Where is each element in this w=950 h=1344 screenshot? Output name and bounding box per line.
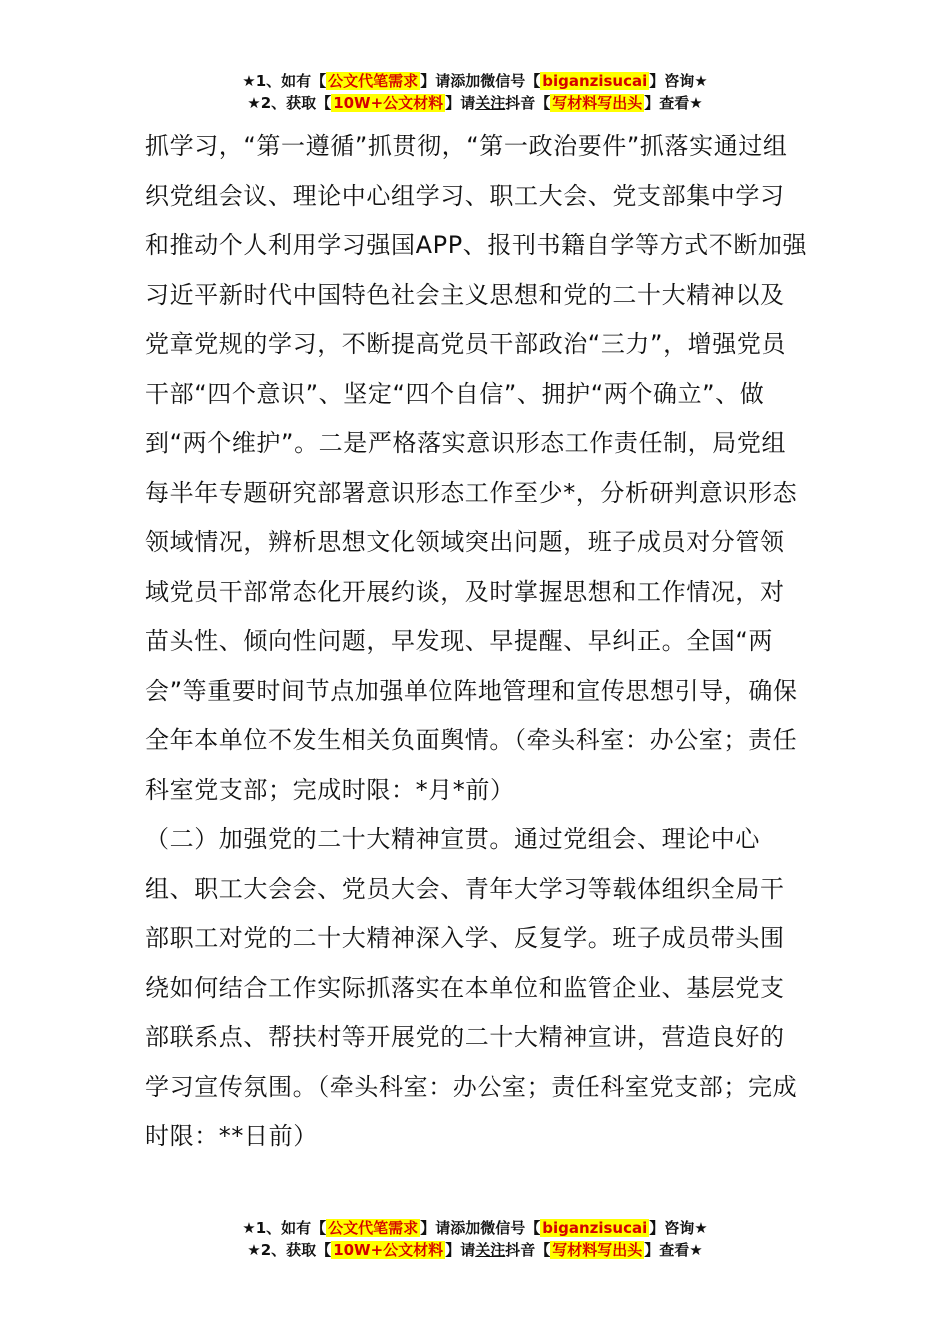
footer-line-2 [0,1239,950,1261]
header-text: 】咨询★ [649,72,708,90]
footer-text: 】查看★ [644,1241,703,1259]
header-text: 】请 [445,94,476,112]
header-line-2 [0,92,950,114]
footer-text: ★1、如有【 [242,1219,327,1237]
header-text: 】请添加微信号【 [420,72,541,90]
header-text: ★1、如有【 [242,72,327,90]
header-line-1 [0,70,950,92]
header-text: 抖音【 [505,94,551,112]
body-paragraph-1: 抓学习，“第一遵循”抓贯彻，“第一政治要件”抓落实通过组织党组会议、理论中心组学习、职工大会、党支部集中学习和推动个人利用学习强国APP、报刊书籍自学等方式不断加强习近平新时代中国特色社会主义思想和党的二十大精神以及党章党规的学习，不断提高党员干部政治“三力”，增强党员干部“四个意识”、坚定“四个自信”、拥护“两个确立”、做到“两个维护”。二是严格落实意识形态工作责任制，局党组每半年专题研究部署意识形态工作至少*，分析研判意识形态领域情况，辨析思想文化领域突出问题，班子成员对分管领域党员干部常态化开展约谈，及时掌握思想和工作情况，对苗头性、倾向性问题，早发现、早提醒、早纠正。全国“两会”等重要时间节点加强单位阵地管理和宣传思想引导，确保全年本单位不发生相关负面舆情。（牵头科室：办公室；责任科室党支部；完成时限：*月*前） [145,132,808,804]
highlight-text: biganzisucai [542,72,648,90]
body-paragraph-2: （二）加强党的二十大精神宣贯。通过党组会、理论中心组、职工大会会、党员大会、青年大学习等载体组织全局干部职工对党的二十大精神深入学、反复学。班子成员带头围绕如何结合工作实际抓落实在本单位和监管企业、基层党支部联系点、帮扶村等开展党的二十大精神宣讲，营造良好的学习宣传氛围。（牵头科室：办公室；责任科室党支部；完成时限：**日前） [145,825,798,1150]
highlight-text: 公文代笔需求 [328,72,419,90]
highlight-text: 10W+公文材料 [333,1241,444,1259]
highlight-text: 写材料写出头 [552,94,643,112]
header-text: ★2、获取【 [247,94,332,112]
header-banner [0,70,950,114]
highlight-text: 公文代笔需求 [328,1219,419,1237]
footer-text: 抖音【 [505,1241,551,1259]
footer-text: 】请 [445,1241,476,1259]
footer-text: 】咨询★ [649,1219,708,1237]
footer-text: 】请添加微信号【 [420,1219,541,1237]
header-text: 】查看★ [644,94,703,112]
footer-line-1 [0,1217,950,1239]
highlight-text: biganzisucai [542,1219,648,1237]
highlight-text: 10W+公文材料 [333,94,444,112]
footer-banner [0,1217,950,1261]
document-body [145,122,809,1162]
highlight-text: 写材料写出头 [552,1241,643,1259]
underlined-text: 关注 [475,94,506,112]
underlined-text: 关注 [475,1241,506,1259]
footer-text: ★2、获取【 [247,1241,332,1259]
